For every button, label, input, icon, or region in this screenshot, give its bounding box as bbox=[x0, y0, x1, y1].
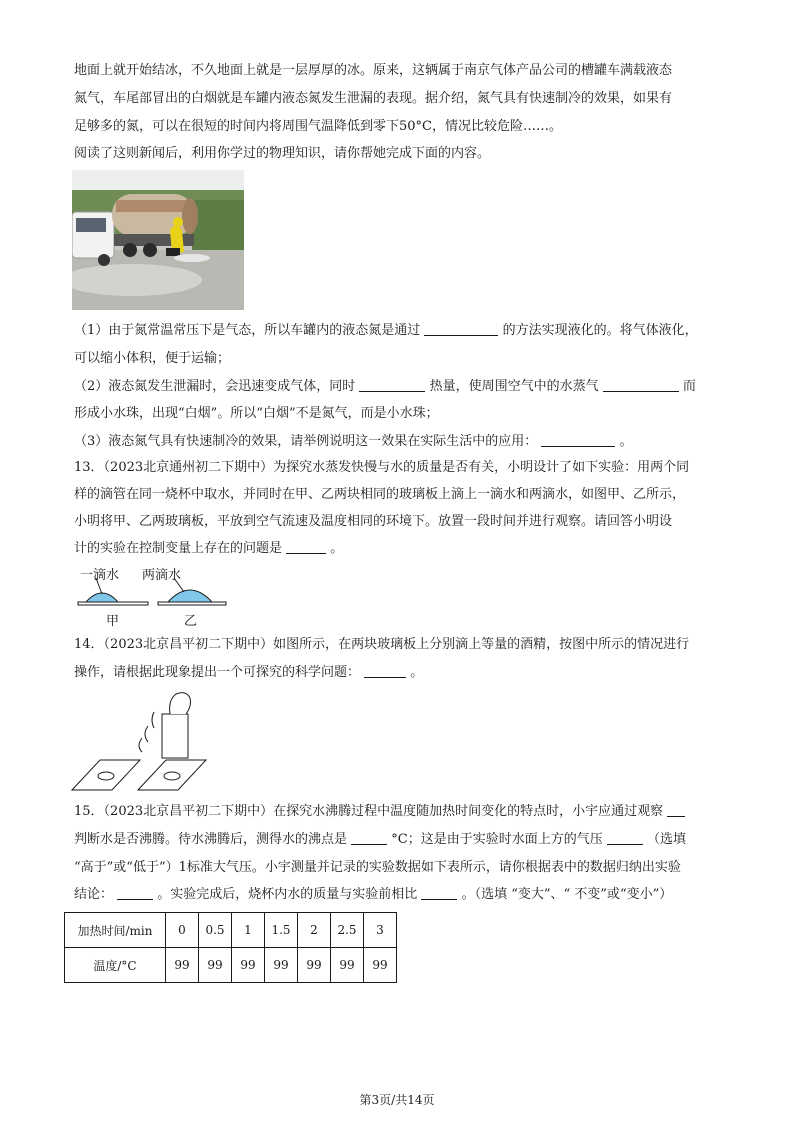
heating-data-table bbox=[64, 912, 397, 983]
table-row bbox=[65, 948, 397, 983]
q12-blank-1[interactable] bbox=[424, 322, 498, 336]
table-row bbox=[65, 913, 397, 948]
label-two-drops: 两滴水 bbox=[142, 568, 182, 583]
table-cell: 99 bbox=[199, 948, 232, 983]
page-number: 第3页/共14页 bbox=[359, 1093, 435, 1107]
table-cell: 99 bbox=[298, 948, 331, 983]
q15-blank-3[interactable] bbox=[607, 831, 643, 845]
news-line-2: 氮气，车尾部冒出的白烟就是车罐内液态氮发生泄漏的表现。据介绍，氮气具有快速制冷的效果，如果有 bbox=[74, 91, 673, 106]
q12-part2-line2: 形成小水珠，出现“白烟”。所以“白烟”不是氮气，而是小水珠； bbox=[74, 406, 439, 421]
q12-part1-line2: 可以缩小体积，便于运输； bbox=[74, 351, 231, 366]
label-yi: 乙 bbox=[184, 614, 198, 629]
label-one-drop: 一滴水 bbox=[80, 568, 120, 583]
table-cell: 99 bbox=[331, 948, 364, 983]
q15-line-4: 结论： 。实验完成后，烧杯内水的质量与实验前相比 。（选填 “变大”、“ 不变”或“变小”） bbox=[74, 887, 673, 902]
q13-blank[interactable] bbox=[286, 540, 326, 554]
q14-blank[interactable] bbox=[364, 664, 406, 678]
q14-line-1: 14．（2023北京昌平初二下期中）如图所示，在两块玻璃板上分别滴上等量的酒精，按图中所示的情况进行 bbox=[74, 637, 690, 652]
q15-line-3: “高于”或“低于”）1标准大气压。小宇测量并记录的实验数据如下表所示，请你根据表中的数据归纳出实验 bbox=[74, 860, 681, 875]
q15-blank-5[interactable] bbox=[421, 886, 457, 900]
q15-blank-1[interactable] bbox=[667, 803, 685, 817]
table-cell: 1 bbox=[232, 913, 265, 948]
alcohol-fan-figure bbox=[70, 690, 210, 794]
news-line-1: 地面上就开始结冰，不久地面上就是一层厚厚的冰。原来，这辆属于南京气体产品公司的槽罐车满载液态 bbox=[74, 63, 673, 78]
q12-blank-2[interactable] bbox=[359, 378, 425, 392]
q13-line-2: 样的滴管在同一烧杯中取水，并同时在甲、乙两块相同的玻璃板上滴上一滴水和两滴水，如图甲、乙所示， bbox=[74, 487, 686, 502]
table-cell: 2.5 bbox=[331, 913, 364, 948]
news-line-3: 足够多的氮，可以在很短的时间内将周围气温降低到零下50°C，情况比较危险……。 bbox=[74, 119, 562, 134]
table-cell: 99 bbox=[166, 948, 199, 983]
tanker-leak-photo bbox=[72, 170, 244, 310]
q13-line-4: 计的实验在控制变量上存在的问题是 。 bbox=[74, 541, 344, 556]
label-jia: 甲 bbox=[106, 614, 120, 629]
q12-part1-line1: （1）由于氮常温常压下是气态，所以车罐内的液态氮是通过 的方法实现液化的。将气体液化， bbox=[74, 323, 698, 338]
q12-part2-line1: （2）液态氮发生泄漏时，会迅速变成气体，同时 热量，使周围空气中的水蒸气 而 bbox=[74, 379, 696, 394]
table-cell: 3 bbox=[364, 913, 397, 948]
q13-line-1: 13．（2023北京通州初二下期中）为探究水蒸发快慢与水的质量是否有关，小明设计了如下实验：用两个同 bbox=[74, 460, 690, 475]
q15-line-1: 15．（2023北京昌平初二下期中）在探究水沸腾过程中温度随加热时间变化的特点时，小宇应通过观察 bbox=[74, 803, 734, 821]
table-cell: 1.5 bbox=[265, 913, 298, 948]
table-cell: 2 bbox=[298, 913, 331, 948]
news-line-4: 阅读了这则新闻后，利用你学过的物理知识，请你帮她完成下面的内容。 bbox=[74, 146, 491, 161]
q15-blank-2[interactable] bbox=[351, 831, 387, 845]
table-cell: 99 bbox=[232, 948, 265, 983]
q13-line-3: 小明将甲、乙两玻璃板，平放到空气流速及温度相同的环境下。放置一段时间并进行观察。请回答小明设 bbox=[74, 514, 673, 529]
table-cell: 0 bbox=[166, 913, 199, 948]
table-cell: 0.5 bbox=[199, 913, 232, 948]
row-header-temperature: 温度/°C bbox=[65, 948, 166, 983]
water-drops-figure bbox=[72, 564, 232, 630]
q12-blank-4[interactable] bbox=[541, 433, 615, 447]
q12-blank-3[interactable] bbox=[603, 378, 679, 392]
table-cell: 99 bbox=[364, 948, 397, 983]
q15-line-2: 判断水是否沸腾。待水沸腾后，测得水的沸点是 °C；这是由于实验时水面上方的气压 （选填 bbox=[74, 832, 687, 847]
q15-blank-4[interactable] bbox=[117, 886, 153, 900]
q14-line-2: 操作，请根据此现象提出一个可探究的科学问题： 。 bbox=[74, 665, 424, 680]
row-header-time: 加热时间/min bbox=[65, 913, 166, 948]
table-cell: 99 bbox=[265, 948, 298, 983]
q12-part3: （3）液态氮气具有快速制冷的效果，请举例说明这一效果在实际生活中的应用： 。 bbox=[74, 434, 633, 449]
